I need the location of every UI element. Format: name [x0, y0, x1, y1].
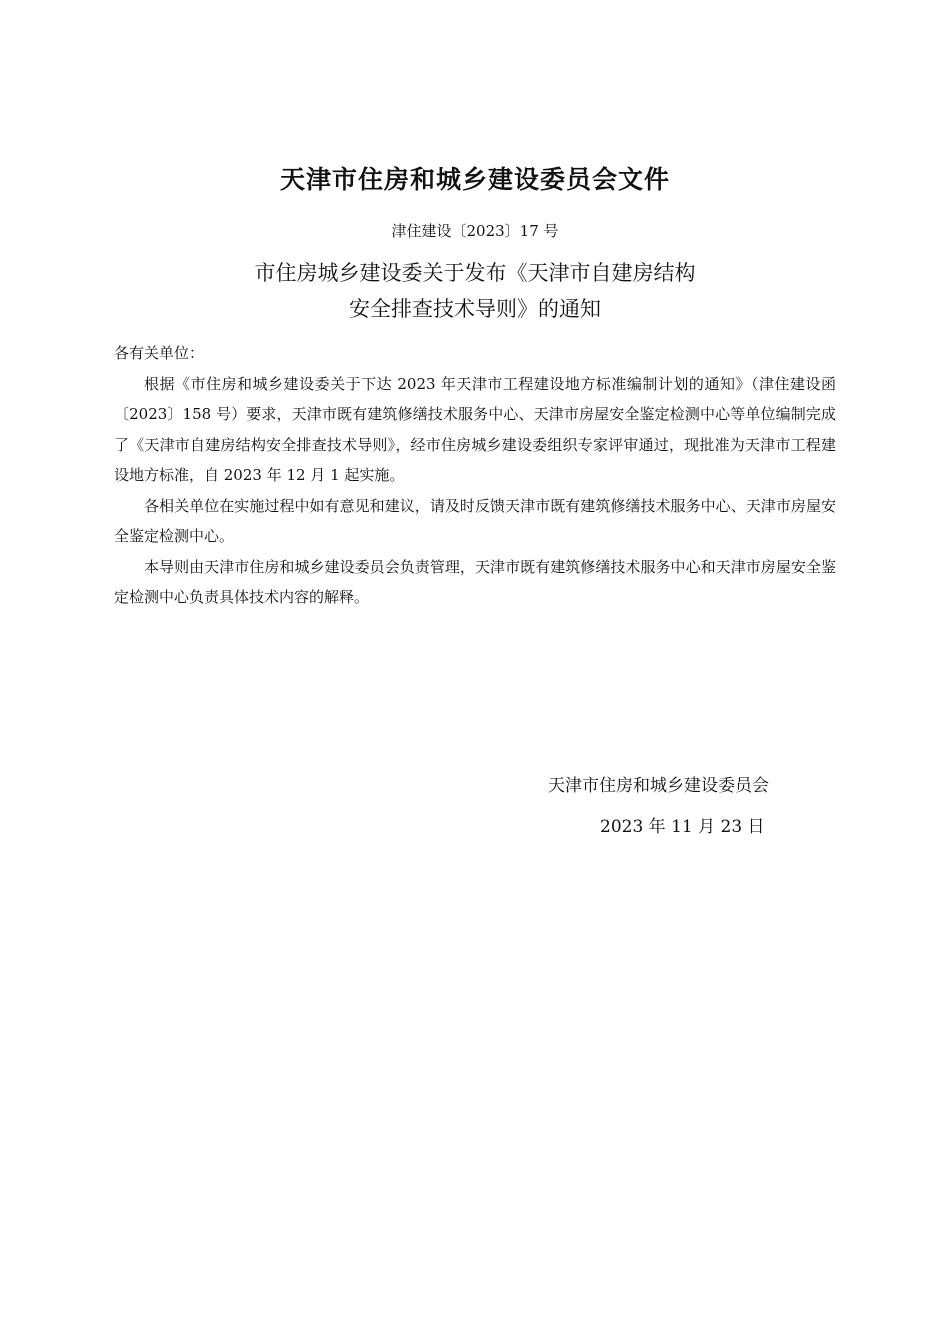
body-paragraph-2: 各相关单位在实施过程中如有意见和建议，请及时反馈天津市既有建筑修缮技术服务中心、天津市房屋安全鉴定检测中心。	[114, 496, 836, 545]
notice-body	[114, 338, 836, 613]
signature-organization: 天津市住房和城乡建设委员会	[548, 776, 769, 796]
issuer-header: 天津市住房和城乡建设委员会文件	[279, 165, 670, 194]
notice-title-line-1: 市住房城乡建设委关于发布《天津市自建房结构	[254, 261, 696, 285]
signature-date: 2023 年 11 月 23 日	[600, 817, 765, 837]
body-paragraph-1: 根据《市住房和城乡建设委关于下达 2023 年天津市工程建设地方标准编制计划的通知》（津住建设函〔2023〕158 号）要求，天津市既有建筑修缮技术服务中心、天津市房屋安全鉴定检测中心等单位编制完成了《天津市自建房结构安全排查技术导则》，经市住房城乡建设委组织专家评审通过，现批准为天津市工程建设地方标准，自 2023 年 12 月 1 起实施。	[114, 374, 836, 484]
body-paragraph-3: 本导则由天津市住房和城乡建设委员会负责管理，天津市既有建筑修缮技术服务中心和天津市房屋安全鉴定检测中心负责具体技术内容的解释。	[114, 557, 836, 606]
notice-title	[0, 255, 950, 327]
notice-title-line-2: 安全排查技术导则》的通知	[349, 297, 601, 321]
salutation: 各有关单位：	[114, 344, 205, 362]
document-number: 津住建设〔2023〕17 号	[391, 222, 559, 240]
